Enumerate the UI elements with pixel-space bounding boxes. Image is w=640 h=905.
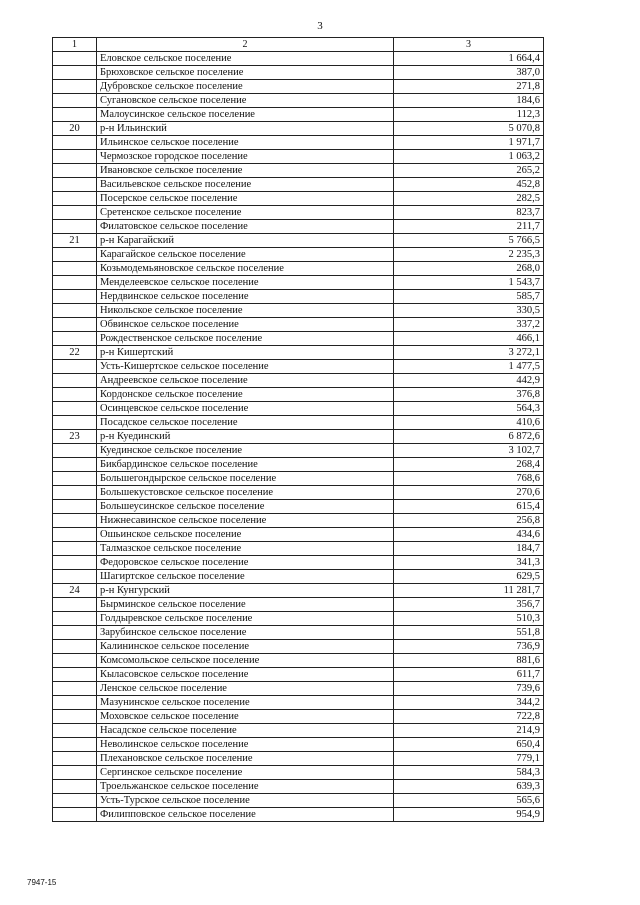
row-number-cell [53, 458, 97, 472]
row-number-cell [53, 164, 97, 178]
settlement-name-cell: Дубровское сельское поселение [97, 80, 394, 94]
amount-cell: 639,3 [394, 780, 544, 794]
table-row [53, 752, 544, 766]
settlement-name-cell: Бикбардинское сельское поселение [97, 458, 394, 472]
row-number-cell [53, 808, 97, 822]
table-row [53, 234, 544, 248]
settlement-name-cell: Плехановское сельское поселение [97, 752, 394, 766]
row-number-cell [53, 542, 97, 556]
amount-cell: 611,7 [394, 668, 544, 682]
settlement-name-cell: Голдыревское сельское поселение [97, 612, 394, 626]
amount-cell: 387,0 [394, 66, 544, 80]
table-row [53, 206, 544, 220]
amount-cell: 615,4 [394, 500, 544, 514]
row-number-cell [53, 262, 97, 276]
table-row [53, 542, 544, 556]
row-number-cell [53, 80, 97, 94]
settlement-name-cell: Чермозское городское поселение [97, 150, 394, 164]
table-row [53, 444, 544, 458]
table-row [53, 780, 544, 794]
settlement-name-cell: Нижнесавинское сельское поселение [97, 514, 394, 528]
row-number-cell [53, 598, 97, 612]
row-number-cell [53, 570, 97, 584]
row-number-cell [53, 388, 97, 402]
row-number-cell [53, 304, 97, 318]
amount-cell: 1 477,5 [394, 360, 544, 374]
table-row [53, 738, 544, 752]
settlement-name-cell: Андреевское сельское поселение [97, 374, 394, 388]
settlement-name-cell: Менделеевское сельское поселение [97, 276, 394, 290]
amount-cell: 442,9 [394, 374, 544, 388]
table-row [53, 584, 544, 598]
amount-cell: 1 543,7 [394, 276, 544, 290]
table-row [53, 80, 544, 94]
amount-cell: 452,8 [394, 178, 544, 192]
amount-cell: 650,4 [394, 738, 544, 752]
table-row [53, 598, 544, 612]
table-row [53, 654, 544, 668]
amount-cell: 6 872,6 [394, 430, 544, 444]
settlement-name-cell: Куединское сельское поселение [97, 444, 394, 458]
row-number-cell: 20 [53, 122, 97, 136]
table-row [53, 570, 544, 584]
amount-cell: 585,7 [394, 290, 544, 304]
settlement-name-cell: Васильевское сельское поселение [97, 178, 394, 192]
row-number-cell [53, 780, 97, 794]
amount-cell: 584,3 [394, 766, 544, 780]
amount-cell: 736,9 [394, 640, 544, 654]
row-number-cell [53, 612, 97, 626]
table-row [53, 416, 544, 430]
row-number-cell [53, 514, 97, 528]
settlement-name-cell: р-н Кишертский [97, 346, 394, 360]
settlement-name-cell: Ивановское сельское поселение [97, 164, 394, 178]
row-number-cell [53, 500, 97, 514]
settlement-name-cell: Усть-Кишертское сельское поселение [97, 360, 394, 374]
amount-cell: 270,6 [394, 486, 544, 500]
document-code: 7947-15 [27, 878, 57, 887]
amount-cell: 3 272,1 [394, 346, 544, 360]
table-row [53, 360, 544, 374]
row-number-cell [53, 136, 97, 150]
row-number-cell [53, 766, 97, 780]
amount-cell: 954,9 [394, 808, 544, 822]
amount-cell: 344,2 [394, 696, 544, 710]
row-number-cell [53, 248, 97, 262]
amount-cell: 551,8 [394, 626, 544, 640]
amount-cell: 5 070,8 [394, 122, 544, 136]
table-body [53, 52, 544, 822]
table-row [53, 52, 544, 66]
settlement-name-cell: Комсомольское сельское поселение [97, 654, 394, 668]
amount-cell: 881,6 [394, 654, 544, 668]
settlement-name-cell: Калининское сельское поселение [97, 640, 394, 654]
amount-cell: 722,8 [394, 710, 544, 724]
amount-cell: 337,2 [394, 318, 544, 332]
amount-cell: 268,0 [394, 262, 544, 276]
row-number-cell: 21 [53, 234, 97, 248]
settlement-name-cell: Осинцевское сельское поселение [97, 402, 394, 416]
amount-cell: 768,6 [394, 472, 544, 486]
table-row [53, 794, 544, 808]
settlement-name-cell: Зарубинское сельское поселение [97, 626, 394, 640]
settlement-name-cell: Сугановское сельское поселение [97, 94, 394, 108]
row-number-cell [53, 178, 97, 192]
table-row [53, 486, 544, 500]
settlement-name-cell: Неволинское сельское поселение [97, 738, 394, 752]
page-number: 3 [317, 20, 323, 32]
row-number-cell [53, 374, 97, 388]
table-row [53, 556, 544, 570]
settlement-name-cell: Карагайское сельское поселение [97, 248, 394, 262]
amount-cell: 434,6 [394, 528, 544, 542]
amount-cell: 341,3 [394, 556, 544, 570]
amount-cell: 376,8 [394, 388, 544, 402]
row-number-cell [53, 360, 97, 374]
settlement-name-cell: Мазунинское сельское поселение [97, 696, 394, 710]
row-number-cell [53, 332, 97, 346]
table-row [53, 66, 544, 80]
column-header-name: 2 [97, 38, 394, 52]
settlement-name-cell: Никольское сельское поселение [97, 304, 394, 318]
settlement-name-cell: Ильинское сельское поселение [97, 136, 394, 150]
settlement-name-cell: Большекустовское сельское поселение [97, 486, 394, 500]
amount-cell: 256,8 [394, 514, 544, 528]
settlement-name-cell: Сретенское сельское поселение [97, 206, 394, 220]
table-row [53, 682, 544, 696]
row-number-cell [53, 528, 97, 542]
amount-cell: 112,3 [394, 108, 544, 122]
row-number-cell [53, 668, 97, 682]
row-number-cell [53, 486, 97, 500]
amount-cell: 330,5 [394, 304, 544, 318]
settlement-name-cell: Усть-Турское сельское поселение [97, 794, 394, 808]
settlement-name-cell: Талмазское сельское поселение [97, 542, 394, 556]
row-number-cell [53, 682, 97, 696]
row-number-cell [53, 52, 97, 66]
row-number-cell [53, 626, 97, 640]
column-header-number: 1 [53, 38, 97, 52]
amount-cell: 211,7 [394, 220, 544, 234]
amount-cell: 1 971,7 [394, 136, 544, 150]
settlement-name-cell: Еловское сельское поселение [97, 52, 394, 66]
amount-cell: 282,5 [394, 192, 544, 206]
table-row [53, 668, 544, 682]
settlement-name-cell: Филатовское сельское поселение [97, 220, 394, 234]
amount-cell: 184,7 [394, 542, 544, 556]
row-number-cell [53, 794, 97, 808]
table-row [53, 430, 544, 444]
amount-cell: 1 664,4 [394, 52, 544, 66]
row-number-cell [53, 220, 97, 234]
row-number-cell [53, 710, 97, 724]
column-header-value: 3 [394, 38, 544, 52]
table-row [53, 248, 544, 262]
settlement-name-cell: Нердвинское сельское поселение [97, 290, 394, 304]
amount-cell: 3 102,7 [394, 444, 544, 458]
table-row [53, 318, 544, 332]
table-row [53, 108, 544, 122]
settlement-name-cell: Козьмодемьяновское сельское поселение [97, 262, 394, 276]
row-number-cell [53, 654, 97, 668]
settlement-name-cell: Кыласовское сельское поселение [97, 668, 394, 682]
settlement-name-cell: Насадское сельское поселение [97, 724, 394, 738]
amount-cell: 184,6 [394, 94, 544, 108]
row-number-cell [53, 276, 97, 290]
settlement-name-cell: Большегондырское сельское поселение [97, 472, 394, 486]
row-number-cell [53, 696, 97, 710]
amount-cell: 271,8 [394, 80, 544, 94]
table-row [53, 332, 544, 346]
settlement-name-cell: Моховское сельское поселение [97, 710, 394, 724]
settlement-name-cell: р-н Куединский [97, 430, 394, 444]
settlement-name-cell: Посадское сельское поселение [97, 416, 394, 430]
amount-cell: 1 063,2 [394, 150, 544, 164]
table-row [53, 150, 544, 164]
settlement-name-cell: Рождественское сельское поселение [97, 332, 394, 346]
settlement-name-cell: Большеусинское сельское поселение [97, 500, 394, 514]
table-row [53, 136, 544, 150]
table-row [53, 514, 544, 528]
table-row [53, 388, 544, 402]
table-row [53, 304, 544, 318]
amount-cell: 11 281,7 [394, 584, 544, 598]
table-row [53, 164, 544, 178]
settlement-name-cell: Обвинское сельское поселение [97, 318, 394, 332]
row-number-cell [53, 290, 97, 304]
table-row [53, 122, 544, 136]
row-number-cell [53, 752, 97, 766]
settlement-name-cell: р-н Карагайский [97, 234, 394, 248]
table-row [53, 458, 544, 472]
settlement-name-cell: Ленское сельское поселение [97, 682, 394, 696]
row-number-cell: 23 [53, 430, 97, 444]
row-number-cell [53, 94, 97, 108]
amount-cell: 265,2 [394, 164, 544, 178]
settlement-name-cell: Посерское сельское поселение [97, 192, 394, 206]
settlement-name-cell: Сергинское сельское поселение [97, 766, 394, 780]
settlement-name-cell: Бырминское сельское поселение [97, 598, 394, 612]
row-number-cell [53, 318, 97, 332]
row-number-cell [53, 66, 97, 80]
table-row [53, 178, 544, 192]
settlement-name-cell: Шагиртское сельское поселение [97, 570, 394, 584]
row-number-cell [53, 150, 97, 164]
table-row [53, 500, 544, 514]
settlement-name-cell: Федоровское сельское поселение [97, 556, 394, 570]
table-row [53, 528, 544, 542]
table-row [53, 696, 544, 710]
settlement-name-cell: Филипповское сельское поселение [97, 808, 394, 822]
amount-cell: 823,7 [394, 206, 544, 220]
row-number-cell [53, 738, 97, 752]
row-number-cell [53, 108, 97, 122]
table-row [53, 402, 544, 416]
settlement-name-cell: Кордонское сельское поселение [97, 388, 394, 402]
settlement-name-cell: Троельжанское сельское поселение [97, 780, 394, 794]
row-number-cell [53, 472, 97, 486]
amount-cell: 779,1 [394, 752, 544, 766]
table-row [53, 374, 544, 388]
settlement-name-cell: р-н Ильинский [97, 122, 394, 136]
row-number-cell [53, 444, 97, 458]
amount-cell: 739,6 [394, 682, 544, 696]
settlement-name-cell: Брюховское сельское поселение [97, 66, 394, 80]
amount-cell: 564,3 [394, 402, 544, 416]
amount-cell: 466,1 [394, 332, 544, 346]
amount-cell: 5 766,5 [394, 234, 544, 248]
table-row [53, 192, 544, 206]
amount-cell: 268,4 [394, 458, 544, 472]
row-number-cell [53, 402, 97, 416]
amount-cell: 629,5 [394, 570, 544, 584]
table-row [53, 276, 544, 290]
amount-cell: 565,6 [394, 794, 544, 808]
table-row [53, 626, 544, 640]
table-row [53, 94, 544, 108]
table-row [53, 766, 544, 780]
amount-cell: 410,6 [394, 416, 544, 430]
amount-cell: 214,9 [394, 724, 544, 738]
settlement-name-cell: Малоусинское сельское поселение [97, 108, 394, 122]
row-number-cell: 24 [53, 584, 97, 598]
amount-cell: 510,3 [394, 612, 544, 626]
row-number-cell [53, 640, 97, 654]
row-number-cell [53, 192, 97, 206]
row-number-cell [53, 206, 97, 220]
row-number-cell [53, 724, 97, 738]
table-row [53, 262, 544, 276]
data-table [52, 37, 544, 822]
row-number-cell [53, 556, 97, 570]
row-number-cell: 22 [53, 346, 97, 360]
amount-cell: 2 235,3 [394, 248, 544, 262]
settlement-name-cell: Ошьинское сельское поселение [97, 528, 394, 542]
table-row [53, 808, 544, 822]
table-header-row [53, 38, 544, 52]
table-row [53, 220, 544, 234]
table-row [53, 290, 544, 304]
row-number-cell [53, 416, 97, 430]
table-row [53, 472, 544, 486]
amount-cell: 356,7 [394, 598, 544, 612]
table-row [53, 612, 544, 626]
settlement-name-cell: р-н Кунгурский [97, 584, 394, 598]
table-row [53, 346, 544, 360]
table-row [53, 640, 544, 654]
table-row [53, 724, 544, 738]
table-row [53, 710, 544, 724]
